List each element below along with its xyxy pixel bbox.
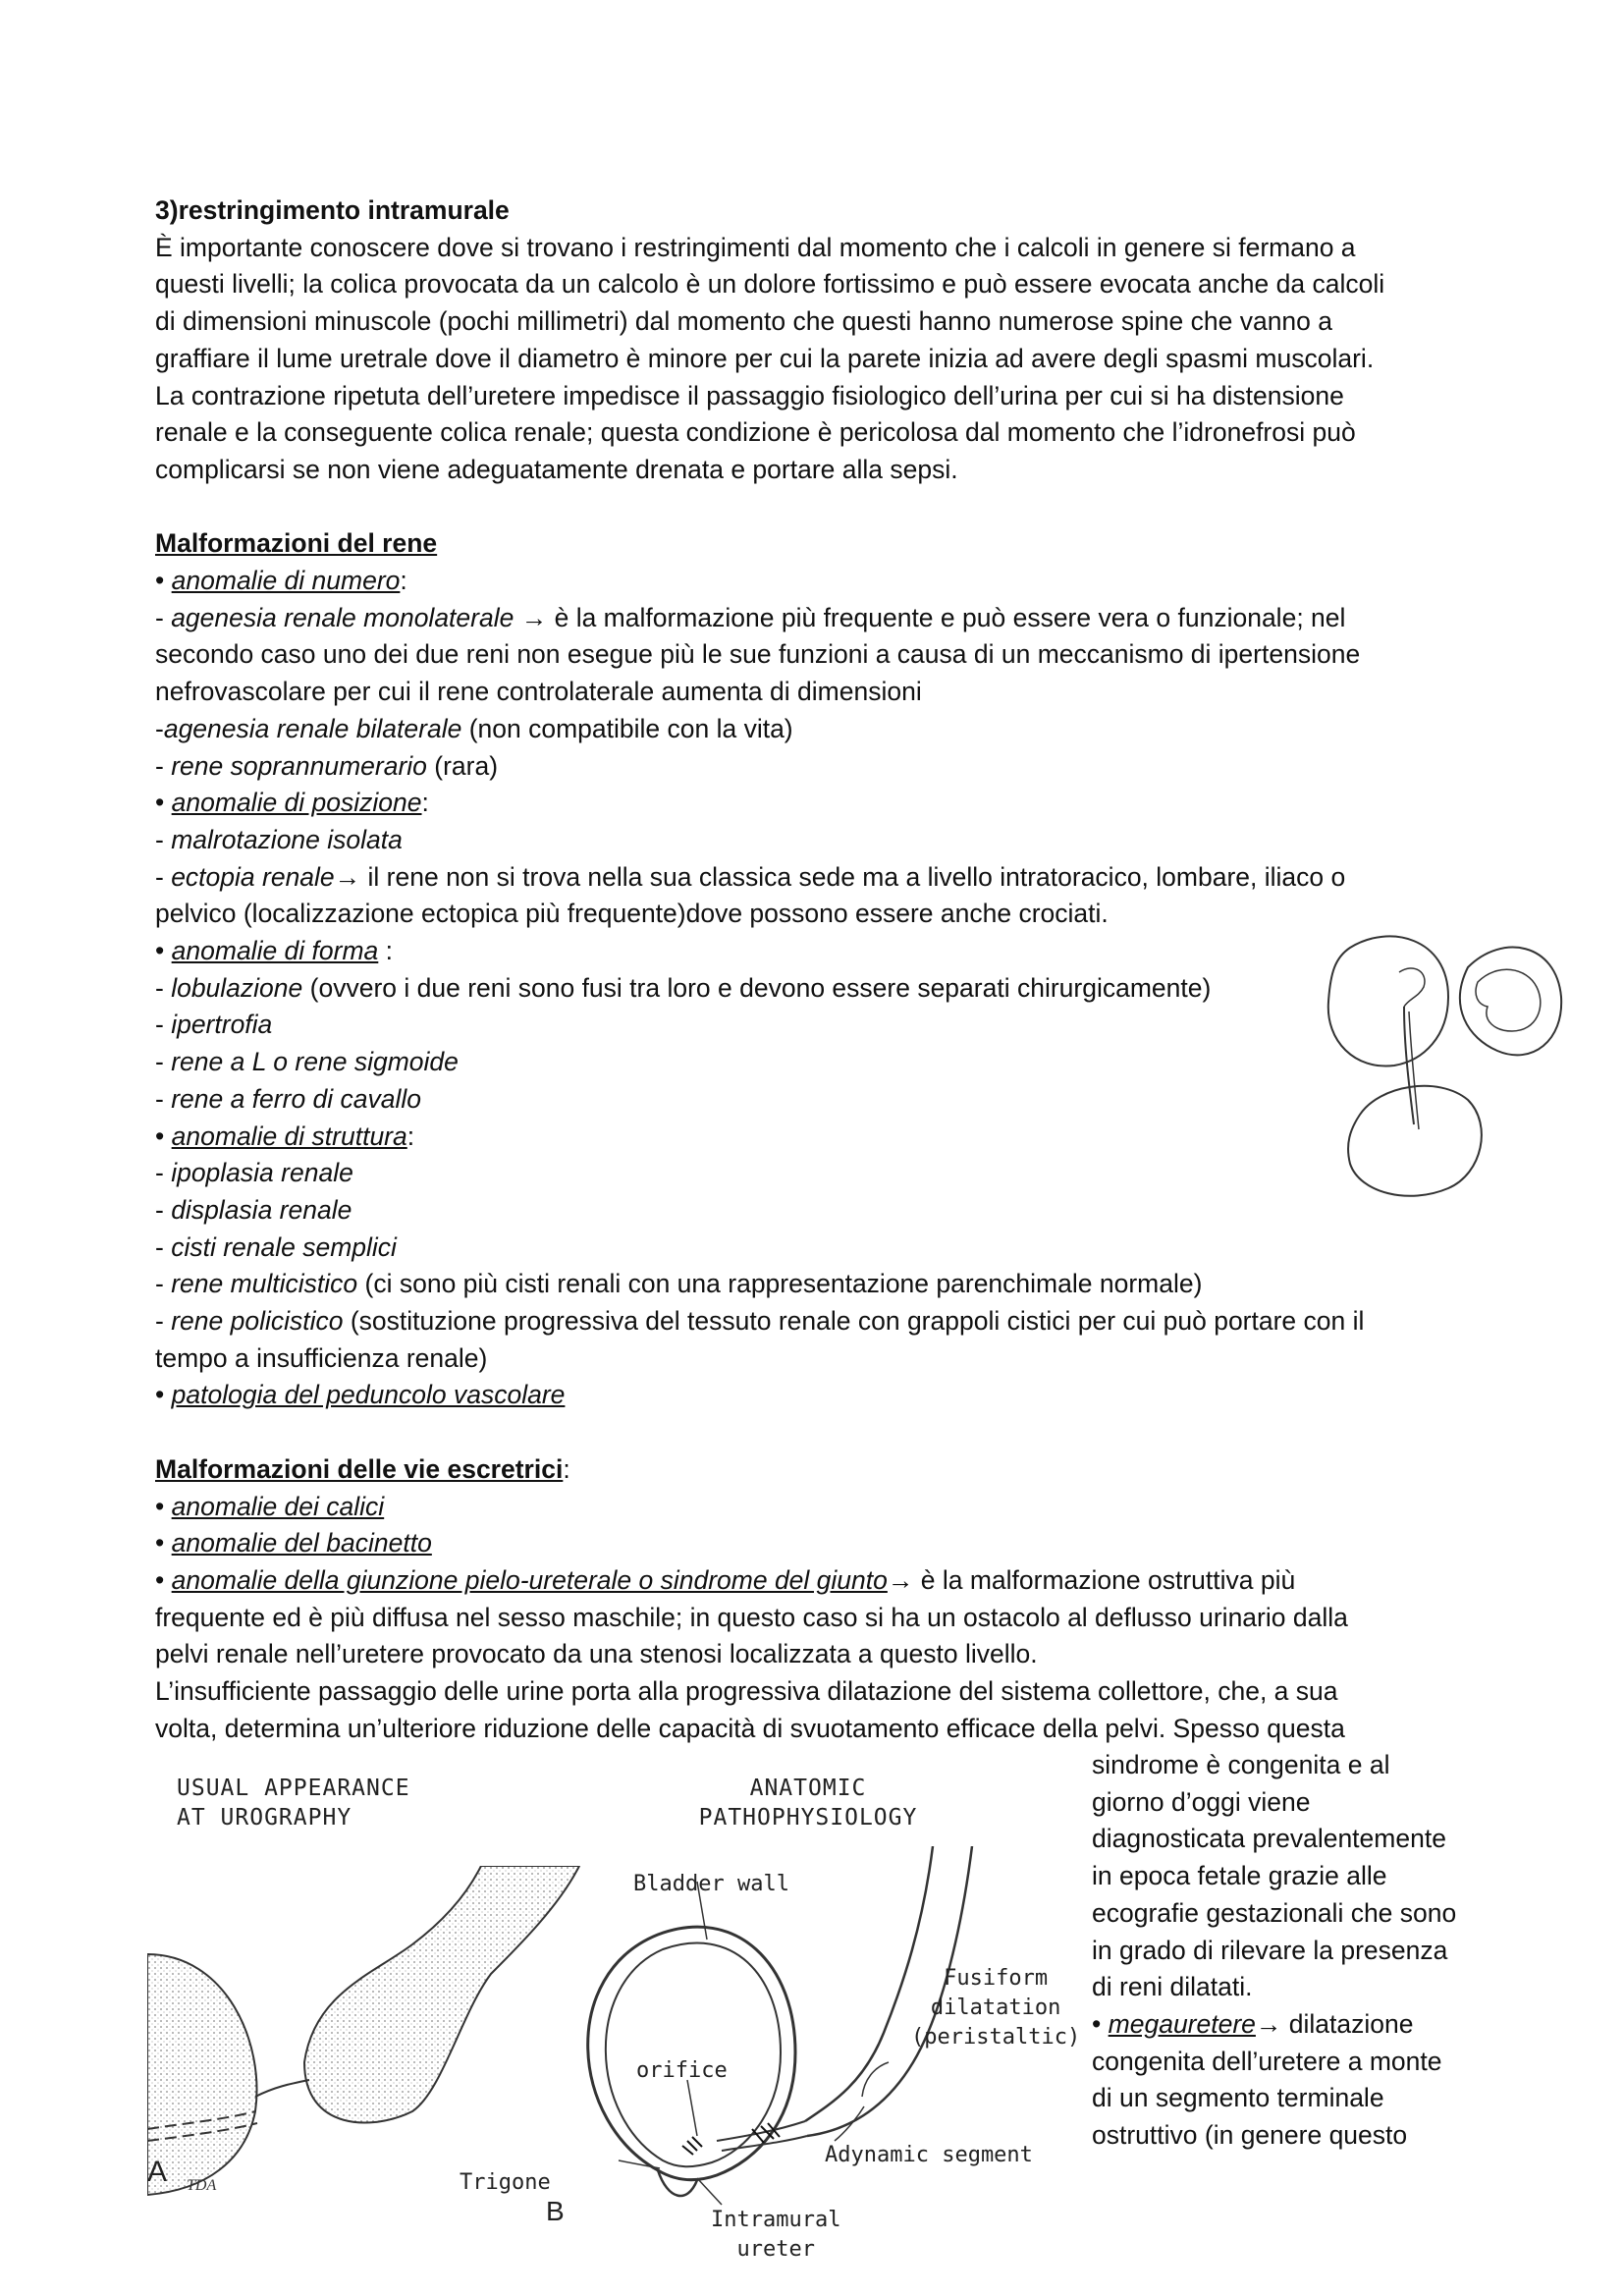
text-line: È importante conoscere dove si trovano i restringimenti dal momento che i calcoli in genere si fermano a [155,232,1356,262]
section-heading: 3)restringimento intramurale [155,195,510,225]
list-item: - ipoplasia renale [155,1158,353,1188]
text-line: La contrazione ripetuta dell’uretere impedisce il passaggio fisiologico dell’urina per cui si ha distensione [155,380,1344,410]
list-item: - rene policistico (sostituzione progressiva del tessuto renale con grappoli cistici per cui può portare con il [155,1306,1365,1337]
text-line: frequente ed è più diffusa nel sesso maschile; in questo caso si ha un ostacolo al deflusso urinario dalla [155,1602,1348,1632]
text-line: pelvico (localizzazione ectopica più frequente)dove possono essere anche crociati. [155,899,1109,929]
figure-a-urography [147,1866,609,2219]
list-item: - rene soprannumerario (rara) [155,750,499,781]
text-line: complicarsi se non viene adeguatamente drenata e portare alla sepsi. [155,454,958,484]
text-line: questi livelli; la colica provocata da un calcolo è un dolore fortissimo e può essere evocata anche da calcoli [155,269,1385,300]
list-item: - malrotazione isolata [155,824,403,854]
text-line: giorno d’oggi viene [1092,1786,1311,1817]
list-item: - rene a ferro di cavallo [155,1083,422,1114]
figure-b-title: ANATOMIC PATHOPHYSIOLOGY [698,1776,918,1831]
text-line: sindrome è congenita e al [1092,1750,1390,1779]
side-text [1092,1747,1504,2155]
section-heading: Malformazioni del rene [155,528,438,559]
bullet-item: • anomalie del bacinetto [155,1528,432,1558]
bullet-item: • anomalie di forma : [155,936,394,966]
bullet-item: • anomalie di struttura: [155,1121,415,1151]
list-item: - rene multicistico (ci sono più cisti renali con una rappresentazione parenchimale normale) [155,1269,1203,1299]
text-line: secondo caso uno dei due reni non esegue più le sue funzioni a causa di un meccanismo di ipertensione [155,639,1361,670]
text-line: nefrovascolare per cui il rene controlaterale aumenta di dimensioni [155,677,922,707]
label-intramural-ureter: Intramural ureter [711,2208,841,2262]
bullet-item: • patologia del peduncolo vascolare [155,1380,566,1410]
bullet-item: • anomalie dei calici [155,1491,385,1521]
text-line: L’insufficiente passaggio delle urine porta alla progressiva dilatazione del sistema collettore, che, a sua [155,1676,1338,1707]
bullet-item: • megauretere→ dilatazione [1092,2008,1414,2039]
text-line: pelvi renale nell’uretere provocato da una stenosi localizzata a questo livello. [155,1639,1038,1669]
text-line: ecografie gestazionali che sono [1092,1897,1457,1928]
text-line: in grado di rilevare la presenza [1092,1935,1448,1965]
label-bladder-wall: Bladder wall [633,1872,789,1896]
label-fusiform: Fusiform dilatation (peristaltic) [911,1966,1081,2050]
list-item: - displasia renale [155,1194,352,1225]
main-text [155,192,1461,1748]
list-item: - cisti renale semplici [155,1231,397,1262]
figure-b-bladder [550,1846,1080,2259]
list-item: - rene a L o rene sigmoide [155,1047,459,1077]
text-line: renale e la conseguente colica renale; questa condizione è pericolosa dal momento che l’idronefrosi può [155,417,1356,448]
list-item: -agenesia renale bilaterale (non compatibile con la vita) [155,713,793,743]
list-item: - lobulazione (ovvero i due reni sono fusi tra loro e devono essere separati chirurgicamente) [155,972,1212,1003]
text-line: volta, determina un’ulteriore riduzione delle capacità di svuotamento efficace della pelvi. Spesso questa [155,1713,1345,1743]
text-line: graffiare il lume uretrale dove il diametro è minore per cui la parete inizia ad avere degli spasmi muscolari. [155,343,1375,373]
text-line: diagnosticata prevalentemente [1092,1824,1446,1854]
text-line: di dimensioni minuscole (pochi millimetri) dal momento che questi hanno numerose spine che vanno a [155,306,1333,337]
figure-letter-b: B [546,2196,565,2226]
artist-mark: TDA [187,2177,217,2194]
text-line: di reni dilatati. [1092,1972,1253,2002]
label-adynamic-segment: Adynamic segment [825,2143,1033,2167]
label-trigone: Trigone [460,2170,551,2195]
text-line: di un segmento terminale [1092,2083,1384,2113]
bullet-item: • anomalie di numero: [155,566,407,596]
bullet-item: • anomalie di posizione: [155,788,429,818]
text-line: ostruttivo (in genere questo [1092,2120,1408,2151]
text-line: congenita dell’uretere a monte [1092,2046,1442,2076]
figure-a-title: USUAL APPEARANCE AT UROGRAPHY [177,1776,410,1831]
figure-letter-a: A [147,2156,168,2188]
text-line: in epoca fetale grazie alle [1092,1861,1387,1891]
kidney-sketch [1321,928,1566,1213]
section-heading: Malformazioni delle vie escretrici: [155,1453,570,1484]
bullet-item: • anomalie della giunzione pielo-ureterale o sindrome del giunto→ è la malformazione ostruttiva più [155,1564,1296,1595]
list-item: - ipertrofia [155,1010,273,1040]
label-orifice: orifice [636,2058,728,2083]
list-item: - agenesia renale monolaterale → è la malformazione più frequente e può essere vera o funzionale; nel [155,602,1346,632]
text-line: tempo a insufficienza renale) [155,1342,488,1373]
list-item: - ectopia renale→ il rene non si trova nella sua classica sede ma a livello intratoracico, lombare, iliaco o [155,861,1346,892]
